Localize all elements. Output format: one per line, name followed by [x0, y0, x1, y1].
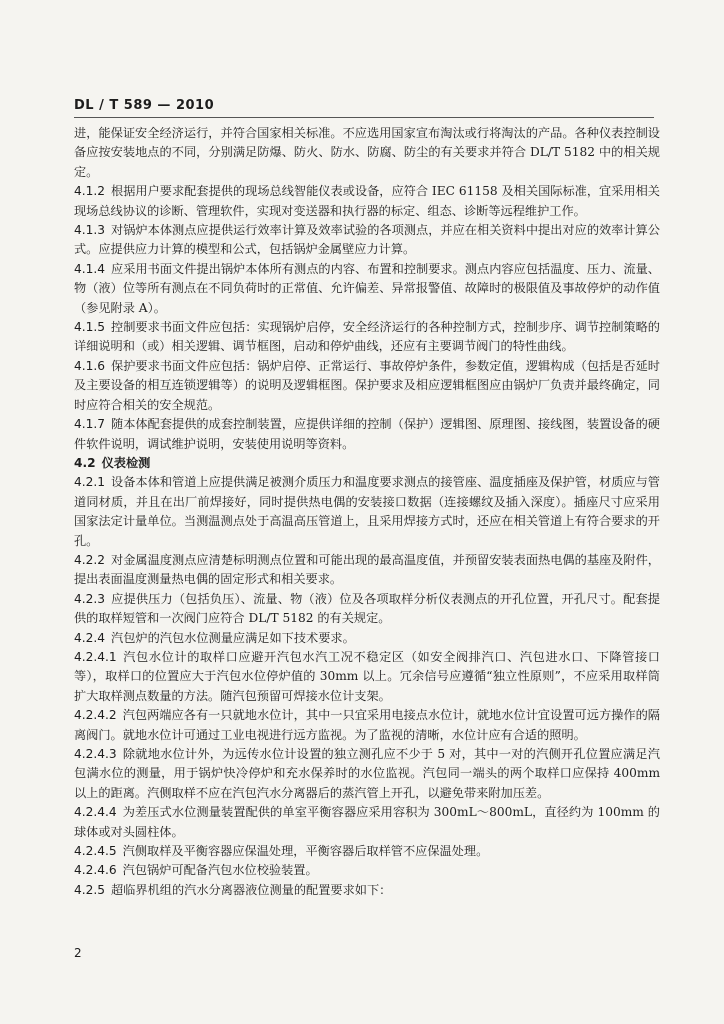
clause-number: 4.2.4.4 — [74, 805, 117, 820]
clause-number: 4.1.7 — [74, 417, 106, 432]
paragraph-text: 应提供压力（包括负压）、流量、物（液）位及各项取样分析仪表测点的开孔位置，开孔尺寸。配套提供的取样短管和一次阀门应符合 DL/T 5182 的有关规定。 — [74, 591, 660, 626]
document-body — [74, 124, 660, 900]
paragraph-text: 超临界机组的汽水分离器液位测量的配置要求如下： — [111, 882, 392, 897]
clause-number: 4.1.3 — [74, 223, 106, 238]
paragraph-text: 保护要求书面文件应包括：锅炉启停、正常运行、事故停炉条件，参数定值，逻辑构成（包括是否延时及主要设备的相互连锁逻辑等）的说明及逻辑框图。保护要求及相应逻辑框图应由锅炉厂负责并最终确定，同时应符合相关的安全规范。 — [74, 358, 660, 412]
paragraph-text: 根据用户要求配套提供的现场总线智能仪表或设备，应符合 IEC 61158 及相关国际标准，宜采用相关现场总线协议的诊断、管理软件，实现对变送器和执行器的标定、组态、诊断等远程维护工作。 — [74, 184, 660, 218]
clause-number: 4.2.4.2 — [74, 708, 117, 723]
paragraph-text: 应采用书面文件提出锅炉本体所有测点的内容、布置和控制要求。测点内容应包括温度、压力、流量、物（液）位等所有测点在不同负荷时的正常值、允许偏差、异常报警值、故障时的极限值及事故停炉的动作值（参见附录 A）。 — [74, 261, 660, 315]
document-code-header: DL / T 589 — 2010 — [74, 98, 215, 113]
paragraph-text: 仪表检测 — [101, 455, 151, 470]
paragraph — [74, 648, 660, 706]
paragraph — [74, 745, 660, 803]
clause-number: 4.2.5 — [74, 882, 106, 897]
paragraph — [74, 881, 660, 900]
paragraph — [74, 551, 660, 590]
paragraph-text: 为差压式水位测量装置配供的单室平衡容器应采用容积为 300mL～800mL，直径约为 100mm 的球体或对头圆柱体。 — [74, 805, 660, 839]
clause-number: 4.2.4.5 — [74, 844, 117, 859]
paragraph-text: 汽包水位计的取样口应避开汽包水汽工况不稳定区（如安全阀排汽口、汽包进水口、下降管接口等），取样口的位置应大于汽包水位停炉值的 30mm 以上。冗余信号应遵循“独立性原则”，不应采用取样筒扩大取样测点数量的方法。随汽包预留可焊接水位计支架。 — [74, 649, 660, 703]
paragraph — [74, 706, 660, 745]
paragraph — [74, 842, 660, 861]
paragraph — [74, 861, 660, 880]
header-divider — [74, 117, 654, 118]
paragraph-text: 控制要求书面文件应包括：实现锅炉启停，安全经济运行的各种控制方式，控制步序、调节控制策略的详细说明和（或）相关逻辑、调节框图，启动和停炉曲线，还应有主要调节阀门的特性曲线。 — [74, 320, 660, 354]
clause-number: 4.2.1 — [74, 475, 106, 490]
paragraph — [74, 357, 660, 415]
paragraph — [74, 260, 660, 318]
paragraph-text: 对锅炉本体测点应提供运行效率计算及效率试验的各项测点，并应在相关资料中提出对应的效率计算公式。应提供应力计算的模型和公式，包括锅炉金属壁应力计算。 — [74, 223, 660, 257]
clause-number: 4.2.2 — [74, 552, 106, 567]
clause-number: 4.2.4.6 — [74, 863, 117, 878]
paragraph-text: 设备本体和管道上应提供满足被测介质压力和温度要求测点的接管座、温度插座及保护管，材质应与管道同材质，并且在出厂前焊接好，同时提供热电偶的安装接口数据（连接螺纹及插入深度）。插座尺寸应采用国家法定计量单位。当测温测点处于高温高压管道上，且采用焊接方式时，还应在相关管道上有符合要求的开孔。 — [74, 475, 660, 548]
clause-number: 4.1.6 — [74, 358, 106, 373]
section-heading — [74, 454, 660, 473]
clause-number: 4.2.4.3 — [74, 747, 117, 761]
clause-number: 4.1.4 — [74, 261, 106, 276]
clause-number: 4.1.5 — [74, 320, 106, 335]
clause-number: 4.2.3 — [74, 591, 106, 606]
paragraph — [74, 124, 660, 182]
paragraph-text: 对金属温度测点应清楚标明测点位置和可能出现的最高温度值，并预留安装表面热电偶的基座及附件，提出表面温度测量热电偶的固定形式和相关要求。 — [74, 552, 660, 587]
paragraph-text: 汽包锅炉可配备汽包水位校验装置。 — [122, 863, 318, 878]
paragraph-text: 除就地水位计外，为远传水位计设置的独立测孔应不少于 5 对，其中一对的汽侧开孔位置应满足汽包满水位的测量，用于锅炉快冷停炉和充水保养时的水位监视。汽包同一端头的两个取样口应保持 400mm 以上的距离。汽侧取样不应在汽包汽水分离器后的蒸汽管上开孔，以避免带来附加压差。 — [74, 747, 660, 800]
paragraph — [74, 318, 660, 357]
page-number: 2 — [74, 946, 82, 960]
clause-number: 4.2 — [74, 455, 96, 470]
paragraph-text: 汽侧取样及平衡容器应保温处理，平衡容器后取样管不应保温处理。 — [122, 844, 489, 859]
clause-number: 4.1.2 — [74, 184, 106, 199]
paragraph-text: 汽包两端应各有一只就地水位计，其中一只宜采用电接点水位计，就地水位计宜设置可远方操作的隔离阀门。就地水位计可通过工业电视进行远方监视。为了监视的清晰，水位计应有合适的照明。 — [74, 708, 660, 742]
paragraph — [74, 803, 660, 842]
paragraph — [74, 473, 660, 551]
paragraph — [74, 629, 660, 648]
paragraph — [74, 415, 660, 454]
paragraph-text: 随本体配套提供的成套控制装置，应提供详细的控制（保护）逻辑图、原理图、接线图，装置设备的硬件软件说明，调试维护说明，安装使用说明等资料。 — [74, 417, 660, 451]
paragraph — [74, 590, 660, 629]
clause-number: 4.2.4.1 — [74, 649, 117, 664]
paragraph-text: 进，能保证安全经济运行，并符合国家相关标准。不应选用国家宣布淘汰或行将淘汰的产品。各种仪表控制设备应按安装地点的不同，分别满足防爆、防火、防水、防腐、防尘的有关要求并符合 DL/T 5182 中的相关规定。 — [74, 126, 660, 179]
clause-number: 4.2.4 — [74, 630, 106, 645]
paragraph — [74, 221, 660, 260]
paragraph — [74, 182, 660, 221]
paragraph-text: 汽包炉的汽包水位测量应满足如下技术要求。 — [111, 630, 355, 645]
